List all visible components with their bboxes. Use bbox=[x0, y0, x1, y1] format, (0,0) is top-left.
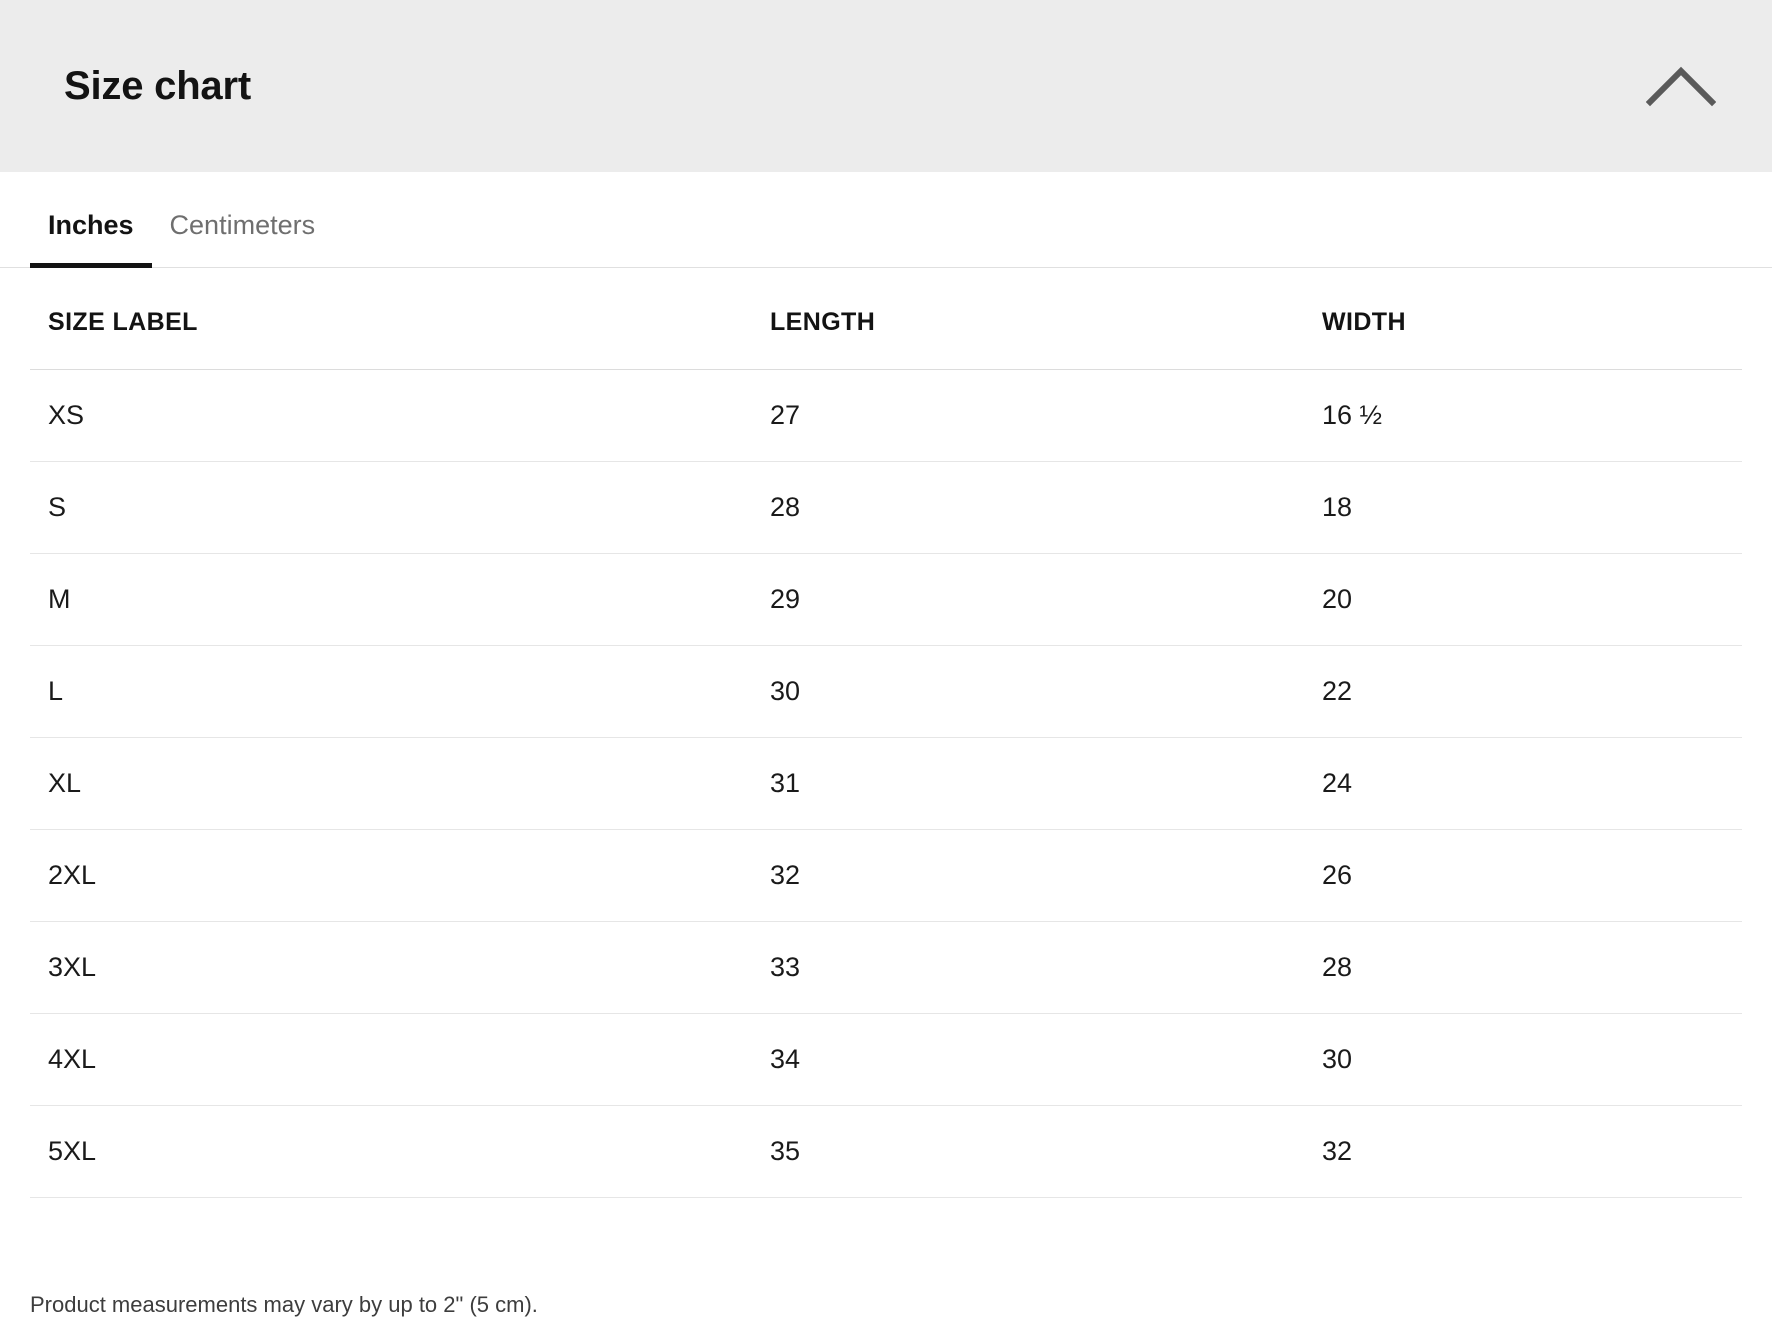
cell-size-label: S bbox=[30, 462, 770, 554]
cell-length: 29 bbox=[770, 554, 1322, 646]
table-row bbox=[30, 1014, 1742, 1106]
column-header-size-label: SIZE LABEL bbox=[30, 268, 770, 370]
cell-size-label: 2XL bbox=[30, 830, 770, 922]
cell-length: 30 bbox=[770, 646, 1322, 738]
cell-size-label: XL bbox=[30, 738, 770, 830]
cell-size-label: L bbox=[30, 646, 770, 738]
cell-width: 30 bbox=[1322, 1014, 1742, 1106]
measurement-disclaimer: Product measurements may vary by up to 2" (5 cm). bbox=[30, 1292, 538, 1317]
cell-length: 35 bbox=[770, 1106, 1322, 1198]
cell-width: 16 ½ bbox=[1322, 370, 1742, 462]
cell-length: 28 bbox=[770, 462, 1322, 554]
cell-width: 26 bbox=[1322, 830, 1742, 922]
table-row bbox=[30, 646, 1742, 738]
cell-length: 33 bbox=[770, 922, 1322, 1014]
table-row bbox=[30, 370, 1742, 462]
tab-inches[interactable]: Inches bbox=[30, 212, 152, 267]
cell-length: 34 bbox=[770, 1014, 1322, 1106]
cell-size-label: XS bbox=[30, 370, 770, 462]
size-chart-header bbox=[0, 0, 1772, 172]
cell-size-label: 3XL bbox=[30, 922, 770, 1014]
cell-width: 28 bbox=[1322, 922, 1742, 1014]
tab-centimeters[interactable]: Centimeters bbox=[152, 212, 334, 267]
table-row bbox=[30, 462, 1742, 554]
column-header-width: WIDTH bbox=[1322, 268, 1742, 370]
cell-width: 20 bbox=[1322, 554, 1742, 646]
cell-length: 31 bbox=[770, 738, 1322, 830]
table-row bbox=[30, 1106, 1742, 1198]
cell-length: 32 bbox=[770, 830, 1322, 922]
table-row bbox=[30, 830, 1742, 922]
table-header-row bbox=[30, 268, 1742, 370]
cell-size-label: 4XL bbox=[30, 1014, 770, 1106]
cell-width: 22 bbox=[1322, 646, 1742, 738]
cell-size-label: 5XL bbox=[30, 1106, 770, 1198]
collapse-toggle-button[interactable] bbox=[1638, 43, 1724, 129]
cell-width: 32 bbox=[1322, 1106, 1742, 1198]
cell-width: 18 bbox=[1322, 462, 1742, 554]
table-row bbox=[30, 554, 1742, 646]
chevron-up-icon bbox=[1646, 64, 1716, 108]
table-row bbox=[30, 738, 1742, 830]
page-title: Size chart bbox=[64, 64, 251, 108]
cell-width: 24 bbox=[1322, 738, 1742, 830]
table-row bbox=[30, 922, 1742, 1014]
column-header-length: LENGTH bbox=[770, 268, 1322, 370]
size-table-container bbox=[0, 268, 1772, 1260]
unit-tabs bbox=[0, 172, 1772, 268]
cell-length: 27 bbox=[770, 370, 1322, 462]
size-table bbox=[30, 268, 1742, 1198]
cell-size-label: M bbox=[30, 554, 770, 646]
